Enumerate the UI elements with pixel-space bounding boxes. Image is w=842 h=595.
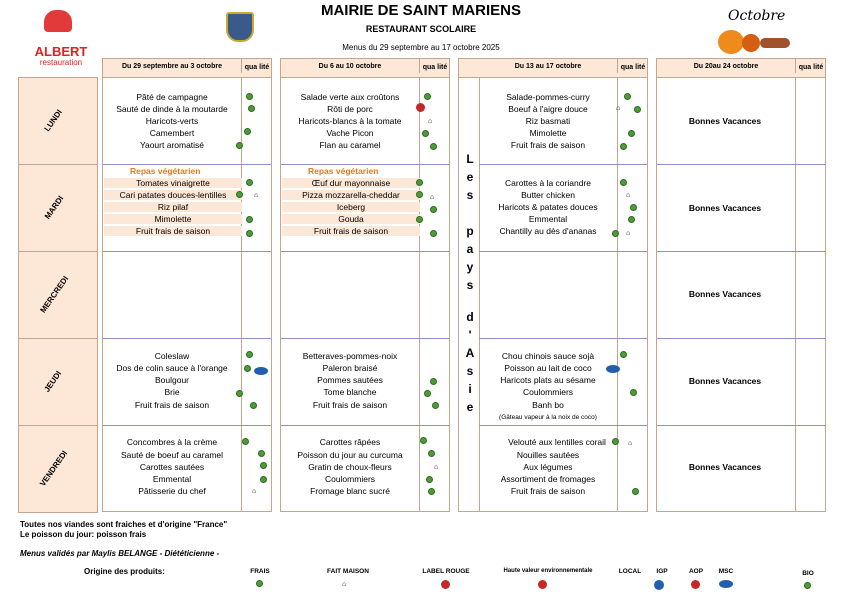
menu-item: Aux légumes xyxy=(523,462,573,472)
origin-label: Origine des produits: xyxy=(84,567,165,576)
quality-header: qua lité xyxy=(241,59,272,73)
page-title: MAIRIE DE SAINT MARIENS xyxy=(320,2,521,19)
day-label: MARDI xyxy=(42,194,66,221)
quality-header: qua lité xyxy=(795,59,826,73)
menu-item: Haricots-verts xyxy=(145,116,199,126)
legend-aop: AOP xyxy=(688,568,704,575)
fresh-icon xyxy=(244,365,251,372)
fresh-icon xyxy=(416,216,423,223)
homemade-icon: ⌂ xyxy=(428,118,433,125)
page-subtitle: RESTAURANT SCOLAIRE xyxy=(365,24,477,34)
menu-item: Haricots plats au sésame xyxy=(500,375,596,385)
fresh-icon xyxy=(430,206,437,213)
fresh-icon xyxy=(430,378,437,385)
menu-item: Haricots & patates douces xyxy=(498,202,598,212)
fresh-icon xyxy=(250,402,257,409)
igp-icon xyxy=(654,580,664,590)
fresh-icon xyxy=(432,402,439,409)
menu-item: Yaourt aromatisé xyxy=(139,140,205,150)
legend-local: LOCAL xyxy=(618,568,642,575)
menu-item: Butter chicken xyxy=(521,190,575,200)
fresh-icon xyxy=(246,179,253,186)
fresh-icon xyxy=(430,230,437,237)
fresh-icon xyxy=(430,143,437,150)
week-label: Du 13 au 17 octobre xyxy=(514,63,582,70)
day-band-mercredi xyxy=(18,251,98,339)
menu-item: Flan au caramel xyxy=(319,140,381,150)
day-separator xyxy=(657,251,825,252)
fresh-icon xyxy=(256,580,263,587)
week-header xyxy=(657,59,825,78)
menu-item: Pâté de campagne xyxy=(136,92,208,102)
fresh-icon xyxy=(244,128,251,135)
fresh-icon xyxy=(612,230,619,237)
hve-icon xyxy=(538,580,547,589)
theme-letter: s xyxy=(466,364,474,378)
vegetarian-label: Repas végétarien xyxy=(308,166,379,176)
footer-fish-note: Le poisson du jour: poisson frais xyxy=(20,530,147,539)
fresh-icon xyxy=(258,450,265,457)
menu-item: Fromage blanc sucré xyxy=(310,486,390,496)
msc-icon xyxy=(719,580,733,588)
menu-item: Banh bo xyxy=(532,400,564,410)
fresh-icon xyxy=(422,130,429,137)
menu-item: Velouté aux lentilles corail xyxy=(508,437,606,447)
fresh-icon xyxy=(416,191,423,198)
fresh-icon xyxy=(624,93,631,100)
legend-msc: MSC xyxy=(718,568,734,575)
logo-name: ALBERT xyxy=(34,44,88,59)
fresh-icon xyxy=(236,191,243,198)
fresh-icon xyxy=(246,216,253,223)
day-separator xyxy=(281,338,449,339)
vegetarian-label: Repas végétarien xyxy=(130,166,201,176)
quality-header: qua lité xyxy=(419,59,450,73)
menu-item: Fruit frais de saison xyxy=(104,226,242,236)
menu-item: Emmental xyxy=(152,474,192,484)
menu-item: Fruit frais de saison xyxy=(282,226,420,236)
day-label: JEUDI xyxy=(42,369,64,394)
pumpkin-icon xyxy=(718,30,744,54)
week-header xyxy=(281,59,449,78)
theme-letter: d xyxy=(466,310,474,324)
theme-letter: s xyxy=(466,278,474,292)
week-header xyxy=(103,59,271,78)
day-band-vendredi xyxy=(18,425,98,513)
week-header xyxy=(459,59,647,78)
menu-item: Riz basmati xyxy=(525,116,571,126)
menu-item: Sauté de dinde à la moutarde xyxy=(116,104,228,114)
fresh-icon xyxy=(260,476,267,483)
day-label: MERCREDI xyxy=(38,274,71,315)
fresh-icon xyxy=(416,179,423,186)
menu-item: Boeuf à l'aigre douce xyxy=(508,104,588,114)
homemade-icon: ⌂ xyxy=(254,192,259,199)
aop-icon xyxy=(691,580,700,589)
fresh-icon xyxy=(612,438,619,445)
menu-item: Haricots-blancs à la tomate xyxy=(298,116,402,126)
menu-item: Coulommiers xyxy=(324,474,376,484)
menu-note: (Gâteau vapeur à la noix de coco) xyxy=(499,414,597,421)
day-band-lundi xyxy=(18,77,98,165)
footer-validated: Menus validés par Maylis BELANGE - Diététicienne - xyxy=(20,549,220,558)
homemade-icon: ⌂ xyxy=(628,440,633,447)
menu-item: Carottes râpées xyxy=(319,437,381,447)
menu-item: Pâtisserie du chef xyxy=(138,486,206,496)
legend-label-rouge: LABEL ROUGE xyxy=(422,568,470,575)
day-separator xyxy=(281,251,449,252)
fresh-icon xyxy=(236,390,243,397)
homemade-icon: ⌂ xyxy=(342,581,347,588)
october-illustration xyxy=(712,4,798,56)
menu-item: Betteraves-pommes-noix xyxy=(302,351,398,361)
fresh-icon xyxy=(246,93,253,100)
menu-item: Gouda xyxy=(282,214,420,224)
legend-fresh: FRAIS xyxy=(250,568,270,575)
fresh-icon xyxy=(630,204,637,211)
fresh-icon xyxy=(630,389,637,396)
day-separator xyxy=(657,338,825,339)
fresh-icon xyxy=(428,488,435,495)
fresh-icon xyxy=(634,106,641,113)
vacation-label: Bonnes Vacances xyxy=(688,116,762,126)
theme-letter: a xyxy=(466,242,474,256)
homemade-icon: ⌂ xyxy=(626,192,631,199)
day-separator xyxy=(479,338,647,339)
menu-item: Camembert xyxy=(149,128,195,138)
menu-item: Fruit frais de saison xyxy=(134,400,210,410)
vacation-label: Bonnes Vacances xyxy=(688,203,762,213)
menu-item: Nouilles sautées xyxy=(516,450,580,460)
theme-letter: A xyxy=(465,346,475,360)
menu-item: Chantilly au dès d'ananas xyxy=(499,226,597,236)
fresh-icon xyxy=(420,437,427,444)
theme-letter: y xyxy=(466,260,474,274)
vacation-label: Bonnes Vacances xyxy=(688,289,762,299)
fresh-icon xyxy=(620,351,627,358)
menu-item: Carottes à la coriandre xyxy=(505,178,591,188)
homemade-icon: ⌂ xyxy=(430,194,435,201)
fresh-icon xyxy=(628,216,635,223)
menu-item: Poisson au lait de coco xyxy=(504,363,592,373)
footer-meat-note: Toutes nos viandes sont fraiches et d'origine "France" xyxy=(20,520,228,529)
menu-item: Cari patates douces-lentilles xyxy=(104,190,242,200)
day-separator xyxy=(657,164,825,165)
fresh-icon xyxy=(428,450,435,457)
menu-item: Fruit frais de saison xyxy=(510,140,586,150)
menu-item: Concombres à la crème xyxy=(126,437,218,447)
october-word: Octobre xyxy=(728,8,786,24)
day-separator xyxy=(103,251,271,252)
theme-letter: e xyxy=(466,400,474,414)
menu-item: Boulgour xyxy=(154,375,190,385)
menu-item: Œuf dur mayonnaise xyxy=(282,178,420,188)
menu-item: Sauté de boeuf au caramel xyxy=(120,450,224,460)
menu-item: Emmental xyxy=(528,214,568,224)
day-separator xyxy=(103,425,271,426)
homemade-icon: ⌂ xyxy=(434,464,439,471)
fresh-icon xyxy=(424,390,431,397)
week-label: Du 20au 24 octobre xyxy=(693,63,759,70)
vacation-label: Bonnes Vacances xyxy=(688,462,762,472)
day-band-mardi xyxy=(18,164,98,252)
day-separator xyxy=(479,251,647,252)
menu-item: Salade verte aux croûtons xyxy=(300,92,400,102)
menu-item: Gratin de choux-fleurs xyxy=(308,462,392,472)
week-column-4 xyxy=(656,58,826,512)
quality-divider xyxy=(795,77,796,511)
day-separator xyxy=(103,164,271,165)
fresh-icon xyxy=(620,143,627,150)
logo-sub: restauration xyxy=(39,58,83,67)
fresh-icon xyxy=(260,462,267,469)
legend-igp: IGP xyxy=(656,568,668,575)
fresh-icon xyxy=(246,230,253,237)
day-separator xyxy=(479,164,647,165)
day-separator xyxy=(657,425,825,426)
menu-item: Rôti de porc xyxy=(327,104,373,114)
day-band-jeudi xyxy=(18,338,98,426)
theme-letter: p xyxy=(466,224,474,238)
menu-item: Iceberg xyxy=(282,202,420,212)
legend-hve: Haute valeur environnementale xyxy=(503,568,593,574)
fresh-icon xyxy=(426,476,433,483)
menu-item: Poisson du jour au curcuma xyxy=(297,450,403,460)
fresh-icon xyxy=(620,179,627,186)
fresh-icon xyxy=(246,351,253,358)
fresh-icon xyxy=(632,488,639,495)
menu-item: Assortiment de fromages xyxy=(500,474,596,484)
vacation-label: Bonnes Vacances xyxy=(688,376,762,386)
menu-item: Coulommiers xyxy=(522,387,574,397)
menu-item: Chou chinois sauce sojà xyxy=(501,351,595,361)
menu-item: Salade-pommes-curry xyxy=(506,92,590,102)
legend-homemade: FAIT MAISON xyxy=(327,568,369,575)
menu-item: Tomates vinaigrette xyxy=(104,178,242,188)
menu-item: Brie xyxy=(164,387,180,397)
quality-header: qua lité xyxy=(617,59,648,73)
menu-item: Coleslaw xyxy=(154,351,190,361)
legend-bio: BIO xyxy=(802,570,814,577)
day-separator xyxy=(103,338,271,339)
theme-letter: ' xyxy=(468,328,472,342)
week-label: Du 6 au 10 octobre xyxy=(318,63,382,70)
label-rouge-icon xyxy=(441,580,450,589)
fresh-icon xyxy=(242,438,249,445)
msc-icon xyxy=(254,367,268,375)
menu-item: Dos de colin sauce à l'orange xyxy=(116,363,228,373)
day-label: LUNDI xyxy=(42,107,64,134)
menu-item: Mimolette xyxy=(104,214,242,224)
pumpkin-icon xyxy=(742,34,760,52)
label-rouge-icon xyxy=(416,103,425,112)
menu-item: Mimolette xyxy=(529,128,567,138)
homemade-icon: ⌂ xyxy=(616,105,621,112)
homemade-icon: ⌂ xyxy=(626,230,631,237)
theme-letter: e xyxy=(466,170,474,184)
menu-item: Pizza mozzarella-cheddar xyxy=(282,190,420,200)
fresh-icon xyxy=(628,130,635,137)
day-separator xyxy=(281,425,449,426)
menu-item: Fruit frais de saison xyxy=(510,486,586,496)
fresh-icon xyxy=(424,93,431,100)
menu-item: Fruit frais de saison xyxy=(312,400,388,410)
menu-item: Pommes sautées xyxy=(317,375,383,385)
theme-letter: i xyxy=(468,382,472,396)
day-separator xyxy=(479,425,647,426)
homemade-icon: ⌂ xyxy=(252,488,257,495)
day-label: VENDREDI xyxy=(38,448,70,489)
day-separator xyxy=(281,164,449,165)
bio-icon xyxy=(804,582,811,589)
menu-item: Vache Picon xyxy=(326,128,374,138)
week-label: Du 29 septembre au 3 octobre xyxy=(122,63,222,70)
theme-letter: L xyxy=(466,152,474,166)
menu-item: Carottes sautées xyxy=(139,462,205,472)
menu-item: Paleron braisé xyxy=(322,363,378,373)
msc-icon xyxy=(606,365,620,373)
fresh-icon xyxy=(236,142,243,149)
menu-item: Tome blanche xyxy=(323,387,377,397)
menu-item: Riz pilaf xyxy=(104,202,242,212)
theme-letter: s xyxy=(466,188,474,202)
fresh-icon xyxy=(248,105,255,112)
leaf-icon xyxy=(760,38,790,48)
menu-dates: Menus du 29 septembre au 17 octobre 2025 xyxy=(342,43,500,52)
